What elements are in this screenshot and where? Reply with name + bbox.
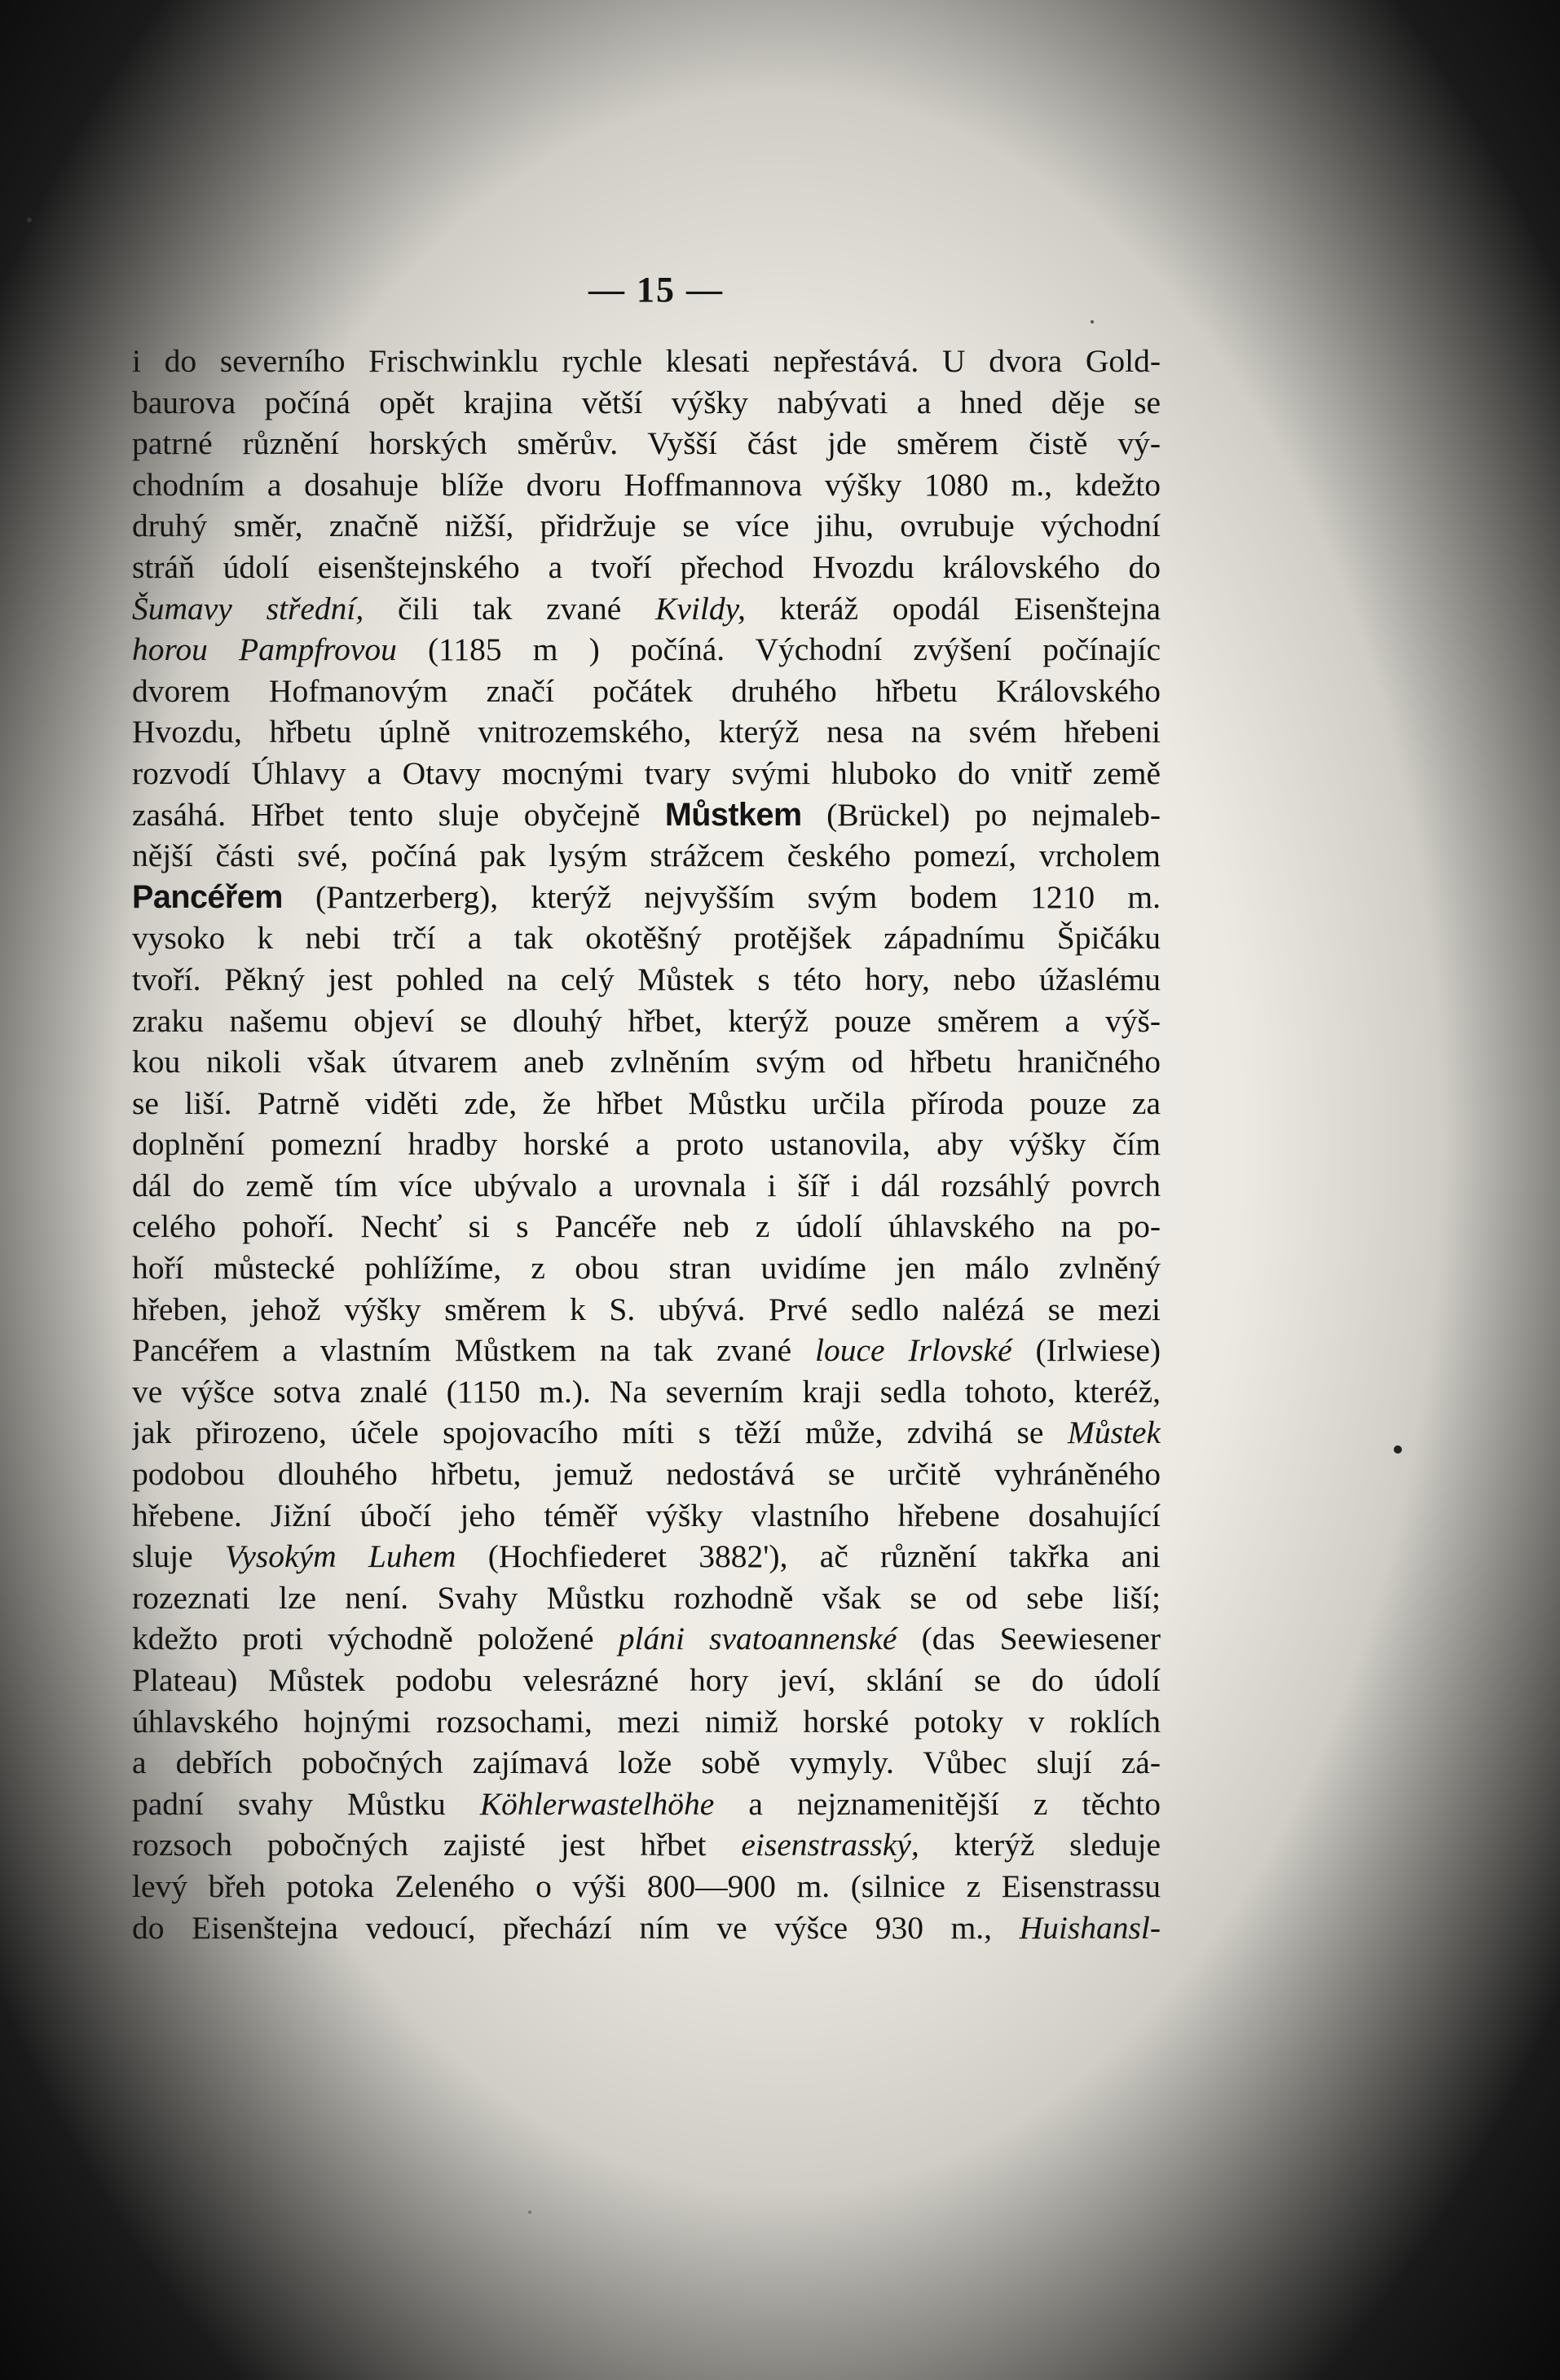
italic-place-name: Šumavy střední, — [132, 590, 364, 627]
text-segment: dál do země tím více ubývalo a urovnala i šíř i dál rozsáhlý povrch — [132, 1167, 1161, 1203]
text-segment: chodním a dosahuje blíže dvoru Hoffmannova výšky 1080 m., kdežto — [132, 466, 1161, 503]
text-line — [132, 1577, 1161, 1619]
text-segment: zraku našemu objeví se dlouhý hřbet, kterýž pouze směrem a výš- — [132, 1002, 1161, 1039]
text-segment: tvoří. Pěkný jest pohled na celý Můstek s této hory, nebo úžaslému — [132, 961, 1161, 997]
text-line — [132, 794, 1161, 836]
text-segment: kou nikoli však útvarem aneb zvlněním svým od hřbetu hraničného — [132, 1044, 1161, 1080]
text-line — [132, 1536, 1161, 1577]
text-line — [132, 505, 1161, 547]
text-line — [132, 1330, 1161, 1371]
text-line — [132, 1824, 1161, 1866]
text-segment: Plateau) Můstek podobu velesrázné hory jeví, sklání se do údolí — [132, 1662, 1161, 1698]
text-line — [132, 1495, 1161, 1537]
text-segment: (das Seewiesener — [897, 1621, 1161, 1657]
text-line — [132, 1701, 1161, 1743]
italic-place-name: Můstek — [1067, 1414, 1161, 1451]
text-segment: (1185 m ) počíná. Východní zvýšení počínajíc — [396, 631, 1161, 668]
text-line — [132, 1660, 1161, 1701]
text-segment: patrné různění horských směrův. Vyšší část jde směrem čistě vý- — [132, 425, 1161, 462]
body-text — [132, 341, 1161, 1948]
emphasized-place-name: Můstkem — [664, 796, 802, 833]
text-segment: podobou dlouhého hřbetu, jemuž nedostává se určitě vyhráněného — [132, 1456, 1161, 1493]
text-segment: (Hochfiederet 3882'), ač různění takřka ani — [456, 1538, 1161, 1575]
text-segment: Pancéřem a vlastním Můstkem na tak zvané — [132, 1332, 816, 1369]
text-line — [132, 1124, 1161, 1165]
emphasized-place-name: Pancéřem — [132, 878, 283, 915]
text-line — [132, 835, 1161, 877]
text-segment: padní svahy Můstku — [132, 1785, 480, 1822]
text-segment: čili tak zvané — [364, 590, 656, 627]
text-segment: Hvozdu, hřbetu úplně vnitrozemského, kterýž nesa na svém hřebeni — [132, 714, 1161, 750]
text-line — [132, 588, 1161, 630]
text-segment: zasáhá. Hřbet tento sluje obyčejně — [132, 796, 665, 833]
text-segment: hřeben, jehož výšky směrem k S. ubývá. Prvé sedlo nalézá se mezi — [132, 1291, 1161, 1327]
text-line — [132, 1907, 1161, 1949]
book-page — [122, 244, 1190, 2143]
text-line — [132, 753, 1161, 794]
text-segment: stráň údolí eisenštejnského a tvoří přechod Hvozdu královského do — [132, 548, 1161, 585]
italic-place-name: louce Irlovské — [815, 1332, 1012, 1369]
text-segment: kteráž opodál Eisenštejna — [745, 590, 1161, 627]
text-line — [132, 1247, 1161, 1289]
text-segment: a nejznamenitější z těchto — [714, 1785, 1161, 1822]
text-segment: hoří můstecké pohlížíme, z obou stran uvidíme jen málo zvlněný — [132, 1250, 1161, 1287]
text-segment: celého pohoří. Nechť si s Pancéře neb z údolí úhlavského na po- — [132, 1208, 1161, 1245]
text-segment: rozsoch pobočných zajisté jest hřbet — [132, 1827, 742, 1863]
text-line — [132, 1206, 1161, 1247]
text-segment: levý břeh potoka Zeleného o výši 800—900 m. (silnice z Eisenstrassu — [132, 1867, 1161, 1904]
italic-place-name: horou Pampfrovou — [132, 631, 397, 668]
text-line — [132, 1371, 1161, 1413]
text-line — [132, 1165, 1161, 1207]
text-line — [132, 1001, 1161, 1042]
text-segment: kterýž sleduje — [919, 1827, 1161, 1863]
text-line — [132, 1412, 1161, 1454]
text-line — [132, 1784, 1161, 1825]
text-segment: rozeznati lze není. Svahy Můstku rozhodně však se od sebe liší; — [132, 1579, 1161, 1616]
text-segment: dvorem Hofmanovým značí počátek druhého hřbetu Královského — [132, 672, 1161, 709]
text-line — [132, 1454, 1161, 1495]
italic-place-name: eisenstrasský, — [741, 1827, 919, 1863]
text-line — [132, 341, 1161, 382]
text-segment: do Eisenštejna vedoucí, přechází ním ve výšce 930 m., — [132, 1909, 1020, 1946]
text-segment: nější části své, počíná pak lysým strážcem českého pomezí, vrcholem — [132, 838, 1161, 874]
text-segment: (Brückel) po nejmaleb- — [801, 796, 1161, 833]
text-segment: kdežto proti východně položené — [132, 1621, 619, 1657]
text-segment: (Irlwiese) — [1011, 1332, 1161, 1369]
text-segment: baurova počíná opět krajina větší výšky nabývati a hned děje se — [132, 384, 1161, 420]
text-segment: jak přirozeno, účele spojovacího míti s těží může, zdvihá se — [132, 1414, 1068, 1451]
italic-place-name: pláni svatoannenské — [618, 1621, 897, 1657]
text-line — [132, 877, 1161, 918]
text-line — [132, 629, 1161, 671]
text-line — [132, 711, 1161, 753]
text-segment: rozvodí Úhlavy a Otavy mocnými tvary svými hluboko do vnitř země — [132, 754, 1161, 791]
text-line — [132, 382, 1161, 424]
text-line — [132, 1742, 1161, 1784]
text-segment: úhlavského hojnými rozsochami, mezi nimiž horské potoky v roklích — [132, 1703, 1161, 1740]
text-segment: hřebene. Jižní úbočí jeho téměř výšky vlastního hřebene dosahující — [132, 1497, 1161, 1533]
text-segment: vysoko k nebi trčí a tak okotěšný protějšek západnímu Špičáku — [132, 920, 1161, 957]
text-segment: druhý směr, značně nižší, přidržuje se více jihu, ovrubuje východní — [132, 508, 1161, 544]
text-line — [132, 1289, 1161, 1331]
page-number: — 15 — — [588, 270, 724, 310]
italic-place-name: Kvildy, — [655, 590, 746, 627]
text-line — [132, 1866, 1161, 1907]
text-segment: i do severního Frischwinklu rychle klesati nepřestává. U dvora Gold- — [132, 343, 1161, 379]
italic-place-name: Vysokým Luhem — [224, 1538, 456, 1575]
italic-place-name: Huishansl- — [1019, 1909, 1161, 1946]
text-segment: a debřích pobočných zajímavá lože sobě vymyly. Vůbec slují zá- — [132, 1744, 1161, 1781]
text-segment: doplnění pomezní hradby horské a proto ustanovila, aby výšky čím — [132, 1126, 1161, 1163]
text-segment: se liší. Patrně viděti zde, že hřbet Můstku určila příroda pouze za — [132, 1084, 1161, 1121]
text-line — [132, 547, 1161, 588]
text-line — [132, 917, 1161, 959]
italic-place-name: Köhlerwastelhöhe — [479, 1785, 715, 1822]
text-segment: sluje — [132, 1538, 225, 1575]
text-line — [132, 959, 1161, 1001]
text-segment: (Pantzerberg), kterýž nejvyšším svým bodem 1210 m. — [282, 878, 1161, 915]
text-line — [132, 1618, 1161, 1660]
text-line — [132, 1083, 1161, 1124]
text-line — [132, 464, 1161, 506]
text-line — [132, 1041, 1161, 1083]
text-line — [132, 671, 1161, 712]
text-line — [132, 423, 1161, 464]
text-segment: ve výšce sotva znalé (1150 m.). Na severním kraji sedla tohoto, kteréž, — [132, 1373, 1161, 1410]
